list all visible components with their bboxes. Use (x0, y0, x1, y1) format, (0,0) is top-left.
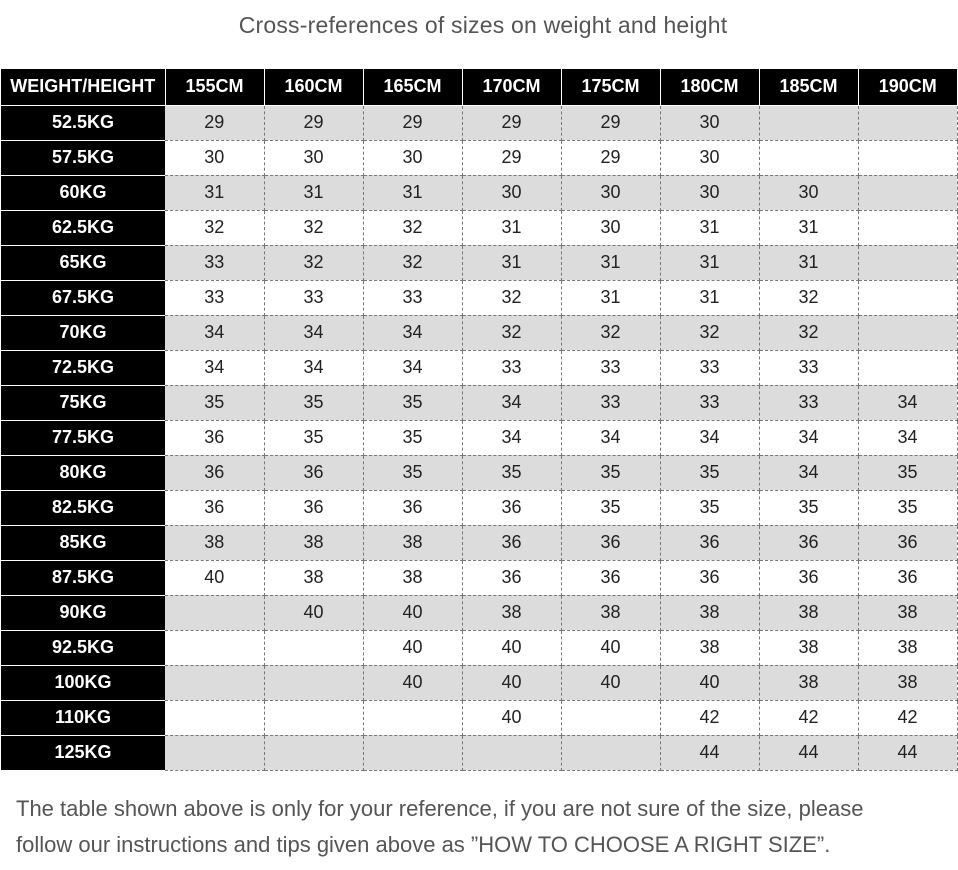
size-cell: 34 (462, 420, 561, 455)
size-cell: 29 (462, 105, 561, 140)
size-cell: 35 (660, 455, 759, 490)
size-cell: 31 (561, 280, 660, 315)
size-cell: 31 (264, 175, 363, 210)
size-cell: 34 (264, 350, 363, 385)
header-row (1, 69, 957, 105)
size-cell: 36 (165, 490, 264, 525)
table-row (1, 595, 957, 630)
size-cell: 33 (264, 280, 363, 315)
row-header-weight: 62.5KG (1, 210, 165, 245)
size-cell: 36 (462, 490, 561, 525)
size-cell: 33 (561, 350, 660, 385)
column-header: 155CM (165, 69, 264, 105)
size-cell: 32 (264, 245, 363, 280)
column-header: 160CM (264, 69, 363, 105)
size-cell: 34 (165, 315, 264, 350)
size-cell: 31 (363, 175, 462, 210)
size-cell: 33 (561, 385, 660, 420)
size-cell: 38 (165, 525, 264, 560)
size-cell: 29 (165, 105, 264, 140)
table-row (1, 560, 957, 595)
size-cell: 36 (462, 560, 561, 595)
size-cell: 31 (660, 245, 759, 280)
size-cell (561, 700, 660, 735)
size-cell: 32 (759, 280, 858, 315)
size-cell: 31 (462, 245, 561, 280)
note-line-2: follow our instructions and tips given above as ”HOW TO CHOOSE A RIGHT SIZE”. (16, 832, 831, 857)
size-cell: 38 (759, 595, 858, 630)
size-cell: 30 (759, 175, 858, 210)
table-row (1, 315, 957, 350)
size-cell: 40 (462, 630, 561, 665)
size-cell: 36 (561, 560, 660, 595)
size-cell: 32 (660, 315, 759, 350)
size-cell: 36 (264, 490, 363, 525)
size-cell (858, 210, 957, 245)
table-row (1, 140, 957, 175)
size-cell: 36 (561, 525, 660, 560)
size-cell: 34 (165, 350, 264, 385)
size-cell: 40 (561, 665, 660, 700)
size-cell: 36 (759, 560, 858, 595)
size-cell: 35 (858, 455, 957, 490)
page-title: Cross-references of sizes on weight and height (238, 12, 728, 38)
row-header-weight: 87.5KG (1, 560, 165, 595)
size-cell: 35 (165, 385, 264, 420)
size-cell: 38 (363, 560, 462, 595)
size-cell: 34 (462, 385, 561, 420)
row-header-weight: 110KG (1, 700, 165, 735)
size-cell: 34 (264, 315, 363, 350)
size-cell: 35 (363, 385, 462, 420)
row-header-weight: 92.5KG (1, 630, 165, 665)
size-cell (462, 735, 561, 770)
row-header-weight: 80KG (1, 455, 165, 490)
column-header: 170CM (462, 69, 561, 105)
size-cell: 42 (759, 700, 858, 735)
size-cell: 30 (462, 175, 561, 210)
size-cell: 29 (462, 140, 561, 175)
size-cell: 32 (264, 210, 363, 245)
reference-note (16, 791, 951, 863)
size-cell: 33 (660, 350, 759, 385)
size-cell: 32 (561, 315, 660, 350)
size-cell: 36 (264, 455, 363, 490)
size-cell: 35 (858, 490, 957, 525)
size-cell (363, 735, 462, 770)
table-header (1, 69, 957, 105)
size-cell (858, 105, 957, 140)
row-header-weight: 60KG (1, 175, 165, 210)
column-header: 190CM (858, 69, 957, 105)
size-cell: 30 (165, 140, 264, 175)
table-row (1, 210, 957, 245)
size-cell: 31 (165, 175, 264, 210)
size-cell: 40 (462, 700, 561, 735)
size-cell (858, 315, 957, 350)
size-cell (759, 105, 858, 140)
size-cell (561, 735, 660, 770)
table-body (1, 105, 957, 770)
size-cell: 29 (264, 105, 363, 140)
row-header-weight: 82.5KG (1, 490, 165, 525)
size-cell: 36 (759, 525, 858, 560)
size-cell: 38 (363, 525, 462, 560)
size-cell (264, 735, 363, 770)
size-cell: 38 (660, 595, 759, 630)
size-cell: 36 (165, 455, 264, 490)
column-header: 165CM (363, 69, 462, 105)
size-cell: 32 (462, 315, 561, 350)
note-line-1: The table shown above is only for your reference, if you are not sure of the size, please (16, 796, 864, 821)
size-cell: 40 (363, 665, 462, 700)
table-row (1, 525, 957, 560)
size-cell: 35 (363, 420, 462, 455)
size-cell: 34 (858, 420, 957, 455)
size-cell: 30 (660, 105, 759, 140)
size-cell: 30 (561, 210, 660, 245)
table-row (1, 280, 957, 315)
size-cell (759, 140, 858, 175)
size-cell: 38 (858, 595, 957, 630)
table-row (1, 350, 957, 385)
size-cell: 36 (462, 525, 561, 560)
size-cell: 36 (660, 525, 759, 560)
table-row (1, 175, 957, 210)
size-cell: 44 (759, 735, 858, 770)
size-cell: 33 (660, 385, 759, 420)
size-cell: 40 (462, 665, 561, 700)
size-cell (858, 175, 957, 210)
size-cell: 32 (363, 245, 462, 280)
size-cell: 36 (858, 560, 957, 595)
row-header-weight: 70KG (1, 315, 165, 350)
row-header-weight: 75KG (1, 385, 165, 420)
size-cell: 33 (165, 280, 264, 315)
size-cell: 30 (561, 175, 660, 210)
size-cell: 38 (462, 595, 561, 630)
size-cell (858, 350, 957, 385)
size-cell: 33 (759, 385, 858, 420)
table-row (1, 420, 957, 455)
size-cell: 35 (561, 490, 660, 525)
size-cell: 30 (363, 140, 462, 175)
size-cell: 40 (363, 595, 462, 630)
size-cell: 40 (264, 595, 363, 630)
column-header: 175CM (561, 69, 660, 105)
row-header-weight: 125KG (1, 735, 165, 770)
size-cell: 38 (759, 630, 858, 665)
size-cell: 32 (363, 210, 462, 245)
size-cell: 32 (759, 315, 858, 350)
size-cell (264, 700, 363, 735)
size-cell: 34 (858, 385, 957, 420)
size-cell: 31 (561, 245, 660, 280)
size-cell: 34 (363, 315, 462, 350)
size-cell: 38 (660, 630, 759, 665)
row-header-weight: 85KG (1, 525, 165, 560)
size-cell (858, 280, 957, 315)
size-cell: 31 (462, 210, 561, 245)
size-cell: 30 (660, 140, 759, 175)
column-header: 180CM (660, 69, 759, 105)
size-cell: 31 (759, 210, 858, 245)
size-cell: 44 (660, 735, 759, 770)
corner-header: WEIGHT/HEIGHT (1, 69, 165, 105)
size-cell: 32 (462, 280, 561, 315)
size-cell: 40 (165, 560, 264, 595)
size-cell: 40 (660, 665, 759, 700)
size-cell: 33 (759, 350, 858, 385)
row-header-weight: 65KG (1, 245, 165, 280)
size-cell: 34 (363, 350, 462, 385)
size-cell (165, 630, 264, 665)
table-row (1, 245, 957, 280)
table-row (1, 700, 957, 735)
size-cell: 42 (660, 700, 759, 735)
size-cell: 38 (759, 665, 858, 700)
size-cell: 31 (660, 280, 759, 315)
size-cell: 32 (165, 210, 264, 245)
column-header: 185CM (759, 69, 858, 105)
size-cell: 35 (561, 455, 660, 490)
row-header-weight: 90KG (1, 595, 165, 630)
row-header-weight: 52.5KG (1, 105, 165, 140)
size-cell: 35 (759, 490, 858, 525)
size-cell: 34 (759, 420, 858, 455)
row-header-weight: 67.5KG (1, 280, 165, 315)
size-cell: 34 (561, 420, 660, 455)
size-cell (165, 700, 264, 735)
row-header-weight: 77.5KG (1, 420, 165, 455)
size-reference-table (1, 69, 958, 771)
size-cell (264, 630, 363, 665)
size-cell: 33 (363, 280, 462, 315)
size-cell: 31 (759, 245, 858, 280)
size-cell: 34 (660, 420, 759, 455)
size-cell (363, 700, 462, 735)
size-cell: 35 (363, 455, 462, 490)
size-cell: 35 (462, 455, 561, 490)
size-cell: 42 (858, 700, 957, 735)
size-cell: 31 (660, 210, 759, 245)
table-row (1, 385, 957, 420)
size-cell: 40 (561, 630, 660, 665)
table-row (1, 455, 957, 490)
table-row (1, 105, 957, 140)
table-row (1, 665, 957, 700)
size-cell: 38 (264, 525, 363, 560)
size-cell: 44 (858, 735, 957, 770)
size-cell: 36 (363, 490, 462, 525)
size-cell: 30 (264, 140, 363, 175)
size-cell: 34 (759, 455, 858, 490)
size-cell: 29 (561, 105, 660, 140)
row-header-weight: 57.5KG (1, 140, 165, 175)
size-cell (858, 245, 957, 280)
size-cell (165, 735, 264, 770)
table-row (1, 490, 957, 525)
size-cell: 29 (363, 105, 462, 140)
size-cell: 36 (165, 420, 264, 455)
size-cell: 33 (165, 245, 264, 280)
size-cell: 40 (363, 630, 462, 665)
size-cell: 35 (264, 420, 363, 455)
size-cell: 36 (660, 560, 759, 595)
table-row (1, 735, 957, 770)
size-cell: 33 (462, 350, 561, 385)
size-cell: 38 (561, 595, 660, 630)
row-header-weight: 72.5KG (1, 350, 165, 385)
size-cell (165, 665, 264, 700)
size-cell: 38 (858, 665, 957, 700)
size-cell: 35 (660, 490, 759, 525)
size-cell (165, 595, 264, 630)
table-row (1, 630, 957, 665)
size-cell: 35 (264, 385, 363, 420)
size-cell: 36 (858, 525, 957, 560)
size-cell: 30 (660, 175, 759, 210)
size-cell: 29 (561, 140, 660, 175)
size-cell (858, 140, 957, 175)
size-cell: 38 (858, 630, 957, 665)
row-header-weight: 100KG (1, 665, 165, 700)
size-cell (264, 665, 363, 700)
size-cell: 38 (264, 560, 363, 595)
